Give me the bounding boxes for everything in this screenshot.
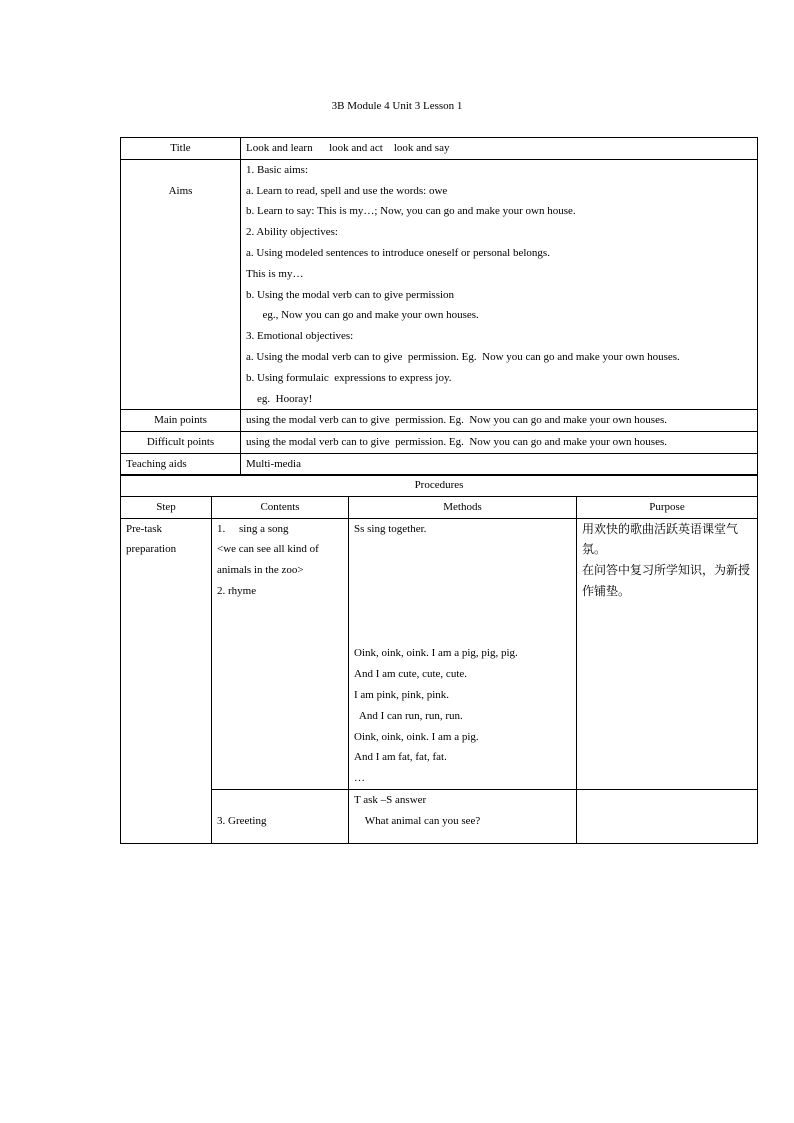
aims-line: This is my… — [246, 267, 304, 280]
aims-label: Aims — [121, 159, 241, 410]
column-header-contents: Contents — [212, 496, 349, 518]
methods-cell — [349, 518, 577, 789]
methods-line: What animal can you see? — [354, 814, 481, 827]
methods-line — [354, 602, 571, 623]
purpose-cell — [577, 518, 758, 789]
contents-cell — [212, 789, 349, 843]
purpose-line: 氛。 — [582, 542, 607, 557]
contents-cell — [212, 518, 349, 789]
contents-line: 3. Greeting — [217, 814, 267, 827]
aims-line: eg., Now you can go and make your own houses. — [246, 309, 479, 322]
methods-line: And I am fat, fat, fat. — [354, 751, 447, 764]
aims-line: a. Using modeled sentences to introduce oneself or personal belongs. — [246, 246, 550, 259]
aims-line: b. Using formulaic expressions to express joy. — [246, 371, 452, 384]
methods-line — [354, 581, 571, 602]
column-header-step: Step — [121, 496, 212, 518]
methods-cell — [349, 789, 577, 843]
methods-line — [354, 560, 571, 581]
teaching-aids-row — [121, 453, 758, 475]
procedure-row — [121, 789, 758, 843]
step-line: preparation — [126, 543, 177, 556]
column-header-methods: Methods — [349, 496, 577, 518]
purpose-line: 在问答中复习所学知识，为新授 — [582, 563, 751, 578]
purpose-cell-empty — [577, 789, 758, 843]
aims-line: eg. Hooray! — [246, 392, 313, 405]
procedure-row — [121, 518, 758, 789]
methods-line: … — [354, 772, 365, 785]
contents-line: animals in the zoo> — [217, 564, 304, 577]
procedures-header-row — [121, 496, 758, 518]
step-cell — [121, 518, 212, 843]
methods-line: Oink, oink, oink. I am a pig, pig, pig. — [354, 647, 518, 660]
procedures-heading-row — [121, 475, 758, 497]
aims-line: a. Learn to read, spell and use the words: owe — [246, 184, 448, 197]
title-label: Title — [121, 138, 241, 160]
aims-line: 2. Ability objectives: — [246, 226, 338, 239]
procedures-table — [120, 474, 758, 844]
methods-line: And I can run, run, run. — [354, 709, 463, 722]
step-line: Pre-task — [126, 522, 163, 535]
teaching-aids-label: Teaching aids — [121, 453, 241, 475]
methods-line: And I am cute, cute, cute. — [354, 668, 468, 681]
aims-content — [241, 159, 758, 410]
aims-row — [121, 159, 758, 410]
methods-line: I am pink, pink, pink. — [354, 688, 450, 701]
main-points-row — [121, 410, 758, 432]
procedures-heading: Procedures — [121, 475, 758, 497]
document-title: 3B Module 4 Unit 3 Lesson 1 — [331, 100, 463, 112]
methods-line — [354, 623, 571, 644]
aims-line: b. Learn to say: This is my…; Now, you can go and make your own house. — [246, 205, 576, 218]
contents-line: 2. rhyme — [217, 584, 257, 597]
aims-line: b. Using the modal verb can to give permission — [246, 288, 455, 301]
methods-line: T ask –S answer — [354, 793, 427, 806]
contents-line — [217, 790, 343, 811]
column-header-purpose: Purpose — [577, 496, 758, 518]
purpose-line: 作铺垫。 — [582, 583, 631, 598]
title-row — [121, 138, 758, 160]
methods-line — [354, 539, 571, 560]
contents-line: <we can see all kind of — [217, 543, 319, 556]
methods-line: Oink, oink, oink. I am a pig. — [354, 730, 479, 743]
main-points-label: Main points — [121, 410, 241, 432]
aims-line: 1. Basic aims: — [246, 163, 309, 176]
difficult-points-label: Difficult points — [121, 432, 241, 454]
contents-line: 1. sing a song — [217, 522, 289, 535]
teaching-aids-value: Multi-media — [241, 453, 758, 475]
lesson-plan-table — [120, 137, 758, 476]
aims-line: 3. Emotional objectives: — [246, 330, 354, 343]
main-points-value: using the modal verb can to give permission. Eg. Now you can go and make your own houses. — [241, 410, 758, 432]
difficult-points-value: using the modal verb can to give permission. Eg. Now you can go and make your own houses. — [241, 432, 758, 454]
purpose-line: 用欢快的歌曲活跃英语课堂气 — [582, 521, 739, 536]
difficult-points-row — [121, 432, 758, 454]
methods-line: Ss sing together. — [354, 522, 427, 535]
aims-line: a. Using the modal verb can to give permission. Eg. Now you can go and make your own houses. — [246, 350, 680, 363]
title-value: Look and learn look and act look and say — [241, 138, 758, 160]
